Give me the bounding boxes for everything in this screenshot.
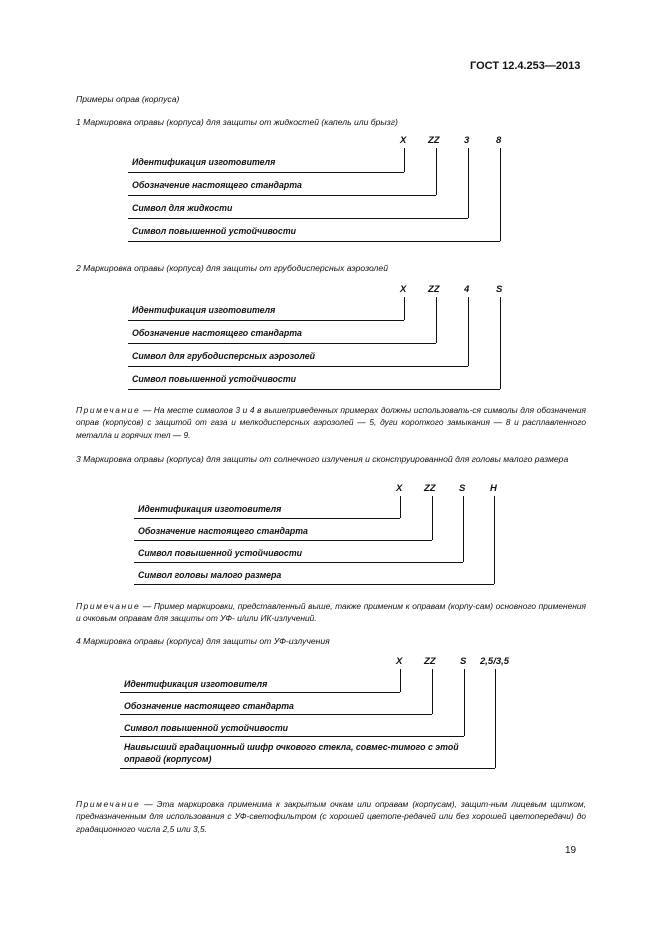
code-liquid: 3 <box>464 135 470 146</box>
code-aerosol: 4 <box>464 284 470 295</box>
leader-line <box>128 218 468 219</box>
leader-line <box>468 297 469 366</box>
leader-line <box>128 195 436 196</box>
label-aerosol: Символ для грубодисперсных аэрозолей <box>132 351 315 361</box>
code-small-head: H <box>490 483 497 494</box>
leader-line <box>432 496 433 540</box>
leader-line <box>400 669 401 692</box>
code-standard: ZZ <box>428 135 440 146</box>
note-2 <box>76 600 586 625</box>
note-prefix: Примечание <box>76 601 141 611</box>
code-manufacturer: X <box>400 135 407 146</box>
code-manufacturer: X <box>396 656 403 667</box>
label-manufacturer: Идентификация изготовителя <box>132 157 276 167</box>
code-standard: ZZ <box>428 284 440 295</box>
leader-line <box>404 148 405 172</box>
document-header: ГОСТ 12.4.253—2013 <box>470 60 581 72</box>
leader-line <box>128 241 500 242</box>
leader-line <box>500 148 501 241</box>
leader-line <box>464 669 465 736</box>
label-strength: Символ повышенной устойчивости <box>132 226 297 236</box>
code-standard: ZZ <box>424 483 436 494</box>
leader-line <box>468 148 469 218</box>
leader-line <box>432 669 433 714</box>
label-standard: Обозначение настоящего стандарта <box>138 526 308 536</box>
leader-line <box>128 366 468 367</box>
leader-line <box>134 540 432 541</box>
label-manufacturer: Идентификация изготовителя <box>132 305 276 315</box>
intro-heading: Примеры оправ (корпуса) <box>76 94 180 104</box>
note-text: — На месте символов 3 и 4 в вышеприведенных примерах должны использовать-ся символы для обозначения оправ (корпусов) с защитой от газа и мелкодисперсных аэрозолей — 5, дуги короткого замыкания — 8 и расплавленного металла и горячих тел — 9. <box>76 405 586 440</box>
note-prefix: Примечание <box>76 799 141 809</box>
label-standard: Обозначение настоящего стандарта <box>132 180 302 190</box>
code-shade-number: 2,5/3,5 <box>480 656 510 667</box>
section-4-title: 4 Маркировка оправы (корпуса) для защиты от УФ-излучения <box>76 636 330 646</box>
code-manufacturer: X <box>400 284 407 295</box>
code-standard: ZZ <box>424 656 436 667</box>
leader-line <box>128 320 404 321</box>
leader-line <box>128 172 404 173</box>
leader-line <box>120 768 495 769</box>
note-prefix: Примечание <box>76 405 141 415</box>
label-shade-number: Наивысший градационный шифр очкового стекла, совмес-тимого с этой оправой (корпусом) <box>124 742 459 764</box>
code-strength: S <box>459 483 466 494</box>
code-manufacturer: X <box>396 483 403 494</box>
leader-line <box>134 562 463 563</box>
note-text: — Эта маркировка применима к закрытым очкам или оправам (корпусам), защит-ным лицевым щитком, предназначенным для использования с УФ-светофильтром (с хорошей цветопе-редачей или без хорошей цветопередачи) до градационного числа 2,5 или 3,5. <box>76 799 586 834</box>
leader-line <box>128 389 500 390</box>
code-strength: 8 <box>496 135 502 146</box>
leader-line <box>436 148 437 195</box>
page-number: 19 <box>565 845 577 856</box>
label-standard: Обозначение настоящего стандарта <box>124 701 294 711</box>
leader-line <box>463 496 464 562</box>
leader-line <box>134 584 494 585</box>
label-small-head: Символ головы малого размера <box>138 570 282 580</box>
leader-line <box>120 692 400 693</box>
section-3-title: 3 Маркировка оправы (корпуса) для защиты от солнечного излучения и сконструированной для головы малого размера <box>76 454 569 464</box>
leader-line <box>400 496 401 518</box>
note-1 <box>76 404 586 441</box>
code-strength: S <box>460 656 467 667</box>
label-liquid: Символ для жидкости <box>132 203 233 213</box>
leader-line <box>120 736 464 737</box>
label-standard: Обозначение настоящего стандарта <box>132 328 302 338</box>
section-2-title: 2 Маркировка оправы (корпуса) для защиты от грубодисперсных аэрозолей <box>76 263 388 273</box>
note-text: — Пример маркировки, представленный выше, также применим к оправам (корпу-сам) основного применения и очковым оправам для защиты от УФ- и/или ИК-излучений. <box>76 601 586 624</box>
code-strength: S <box>496 284 503 295</box>
label-strength: Символ повышенной устойчивости <box>132 374 297 384</box>
leader-line <box>134 518 400 519</box>
note-3 <box>76 798 586 835</box>
leader-line <box>494 496 495 584</box>
label-manufacturer: Идентификация изготовителя <box>124 679 268 689</box>
section-1-title: 1 Маркировка оправы (корпуса) для защиты от жидкостей (капель или брызг) <box>76 117 398 127</box>
leader-line <box>120 714 432 715</box>
leader-line <box>436 297 437 343</box>
leader-line <box>404 297 405 320</box>
label-strength: Символ повышенной устойчивости <box>138 548 303 558</box>
label-strength: Символ повышенной устойчивости <box>124 723 289 733</box>
label-manufacturer: Идентификация изготовителя <box>138 504 282 514</box>
leader-line <box>500 297 501 389</box>
leader-line <box>128 343 436 344</box>
leader-line <box>495 669 496 768</box>
